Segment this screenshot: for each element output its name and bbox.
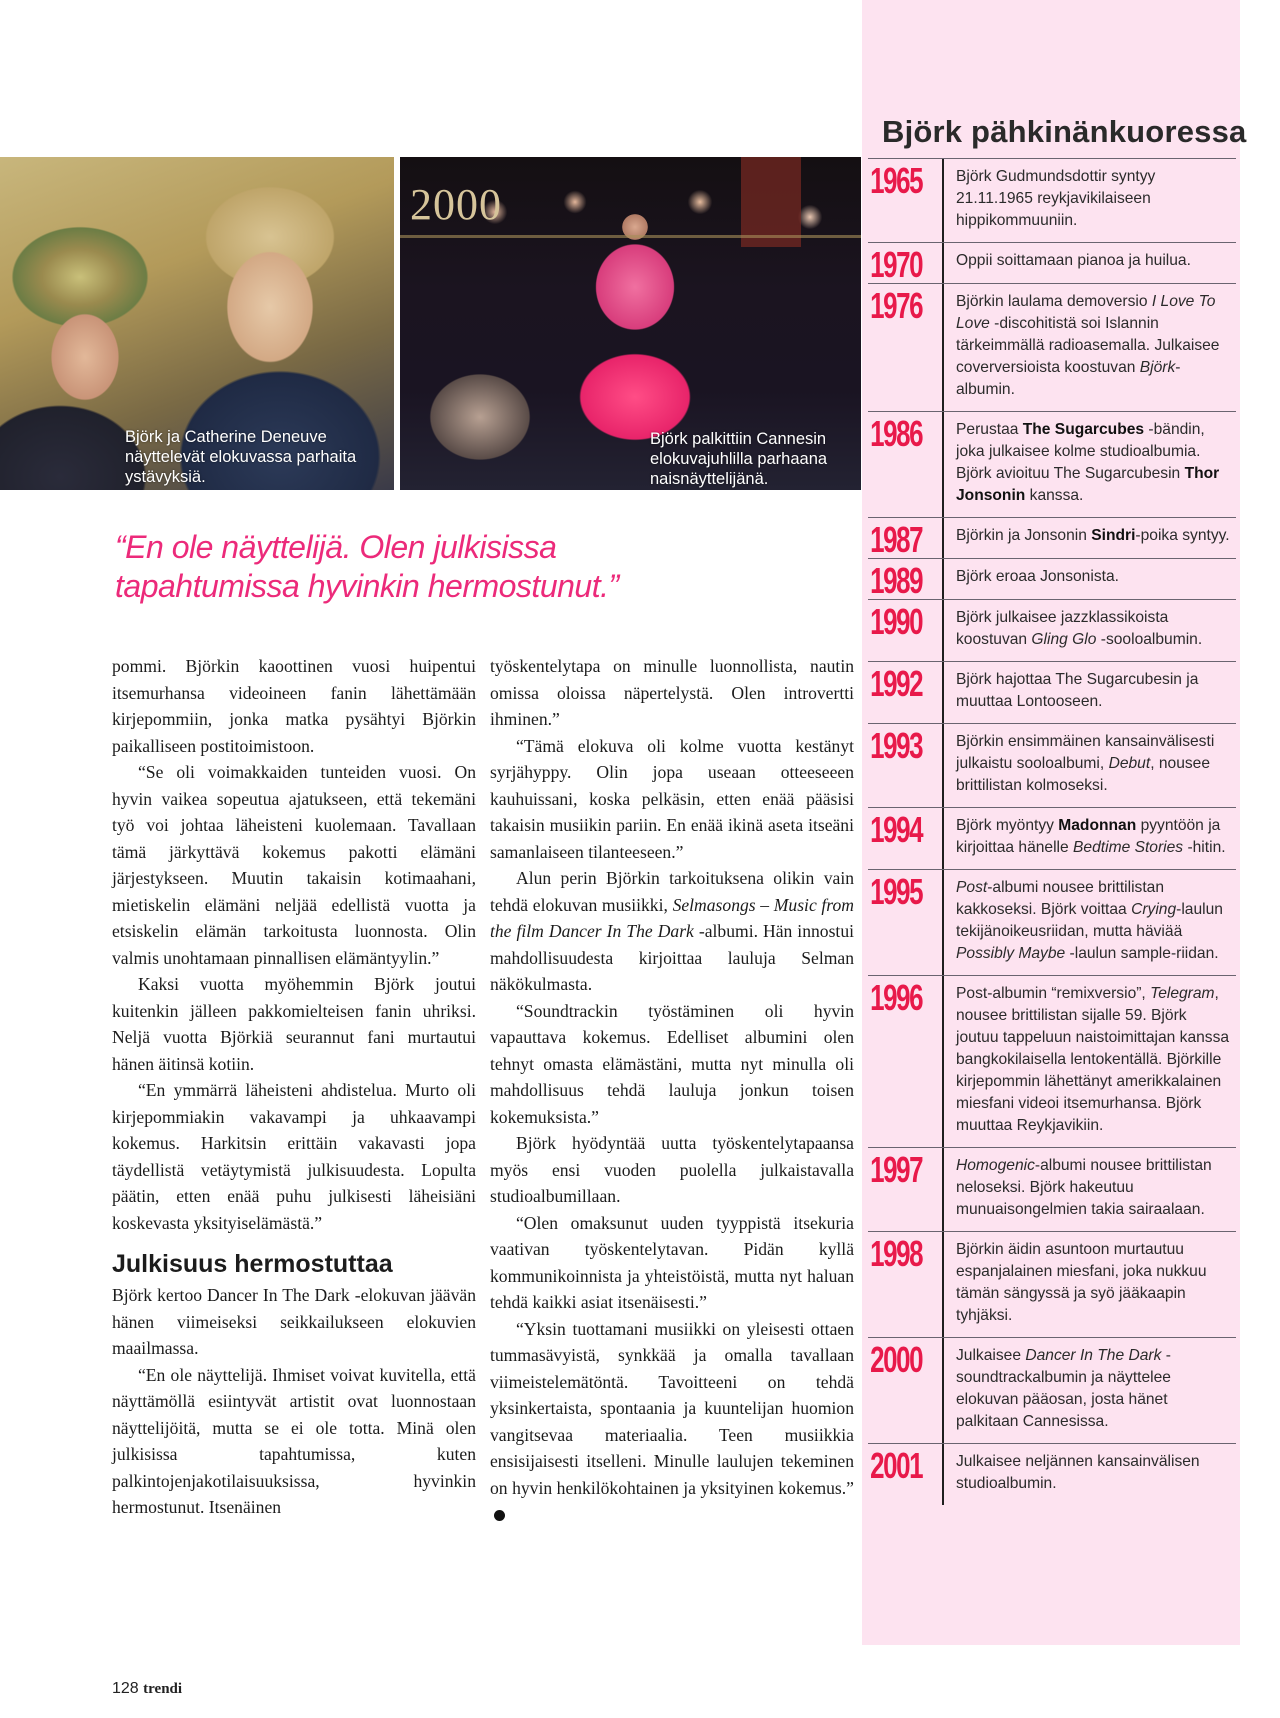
article-subheading: Julkisuus hermostuttaa — [112, 1250, 393, 1278]
timeline-year: 1994 — [870, 809, 923, 850]
timeline-vertical-rule — [942, 243, 944, 283]
article-paragraph: “Tämä elokuva oli kolme vuotta kestänyt syrjähyppy. Olin jopa useaan otteeseeen kauhuissani, koska pelkäsin, etten enää pääsisi takaisin musiikin pariin. En enää ikinä aseta itseäni samanlaiseen tilanteeseen.” — [490, 735, 854, 862]
timeline-event: Post-albumi nousee brittilistan kakkoseksi. Björk voittaa Crying-laulun tekijänoikeusriidan, mutta häviää Possibly Maybe -laulun sample-riidan. — [956, 879, 1223, 962]
article-paragraph: “Soundtrackin työstäminen oli hyvin vapauttava kokemus. Edelliset albumini olen tehnyt omasta elämästäni, mutta nyt minulla oli mahdollisuus tehdä lauluja jonkun toisen kokemuksista.” — [490, 1000, 854, 1127]
timeline-row — [868, 283, 1236, 411]
timeline-year: 1970 — [870, 244, 923, 285]
timeline-year: 1990 — [870, 601, 923, 642]
timeline-vertical-rule — [942, 1232, 944, 1337]
timeline-year: 2001 — [870, 1445, 923, 1486]
photo-caption: Björk palkittiin Cannesin elokuvajuhlilla parhaana naisnäyttelijänä. — [650, 430, 828, 488]
magazine-name: trendi — [143, 1681, 183, 1697]
article-paragraph: “Olen omaksunut uuden tyyppistä itsekuria vaativan työskentelytavan. Pidän kyllä kommunikoinnista ja yhteistöistä, mutta nyt haluan tehdä kaikki asiat itsenäisesti.” — [490, 1212, 854, 1312]
article-paragraph: Kaksi vuotta myöhemmin Björk joutui kuitenkin jälleen pakkomielteisen fanin uhriksi. Neljä vuotta Björkiä seurannut fani murtautui hänen äitinsä kotiin. — [112, 974, 476, 1074]
timeline-event: Perustaa The Sugarcubes -bändin, joka julkaisee kolme studioalbumia. Björk avioituu The Sugarcubesin Thor Jonsonin kanssa. — [956, 421, 1220, 504]
timeline-vertical-rule — [942, 1444, 944, 1505]
timeline-event: Julkaisee neljännen kansainvälisen studioalbumin. — [956, 1453, 1200, 1492]
background-red-panel — [741, 157, 801, 247]
article-paragraph: Björk hyödyntää uutta työskentelytapaansa myös ensi vuoden puolella julkaistavalla studioalbumillaan. — [490, 1133, 854, 1206]
timeline-year: 1986 — [870, 413, 923, 454]
timeline-row — [868, 1337, 1236, 1443]
timeline-vertical-rule — [942, 870, 944, 975]
article-paragraph: Alun perin Björkin tarkoituksena olikin vain tehdä elokuvan musiikki, Selmasongs – Music from the film Dancer In The Dark -albumi. Hän innostui mahdollisuudesta kirjoittaa lauluja Selman näkökulmasta. — [490, 868, 855, 994]
timeline-row — [868, 723, 1236, 807]
article-paragraph: työskentelytapa on minulle luonnollista, nautin omissa oloissa näpertelystä. Olen introvertti ihminen.” — [490, 656, 854, 729]
timeline-event: Julkaisee Dancer In The Dark -soundtrackalbumin ja näyttelee elokuvan pääosan, josta hänet palkitaan Cannesissa. — [956, 1347, 1171, 1430]
timeline-vertical-rule — [942, 159, 944, 242]
end-of-article-bullet-icon — [494, 1510, 505, 1521]
column-1-paragraphs-after — [112, 1282, 476, 1521]
timeline-vertical-rule — [942, 600, 944, 661]
timeline-row — [868, 242, 1236, 283]
timeline-row — [868, 661, 1236, 723]
article-paragraph: Björk kertoo Dancer In The Dark -elokuvan jäävän hänen viimeiseksi seikkailukseen elokuvien maailmassa. — [112, 1285, 476, 1358]
sidebar-title: Björk pähkinänkuoressa — [882, 114, 1247, 149]
photo-bjork-cannes — [400, 157, 861, 490]
timeline-year: 1992 — [870, 663, 923, 704]
article-paragraph: “Se oli voimakkaiden tunteiden vuosi. On hyvin vaikea sopeutua ajatukseen, että tekemäni työ voi johtaa läheisteni kuolemaan. Tavallaan tämä järkyttävä kokemus pakotti elämäni järjestykseen. Muutin takaisin kotimaahani, mietiskelin elämäni neljää edellistä vuotta ja etsiskelin elämän tarkoitusta luonnosta. Olin valmis unohtamaan pinnallisen elämäntyylin.” — [112, 762, 476, 968]
timeline-year: 1997 — [870, 1149, 923, 1190]
timeline-vertical-rule — [942, 976, 944, 1147]
timeline-year: 1993 — [870, 725, 923, 766]
timeline-year: 1989 — [870, 560, 923, 601]
timeline-vertical-rule — [942, 1338, 944, 1443]
timeline-year: 1998 — [870, 1233, 923, 1274]
article-paragraph: “En ymmärrä läheisteni ahdistelua. Murto oli kirjepommiakin vakavampi ja uhkaavampi kokemus. Harkitsin erittäin vakavasti jopa täydellistä vetäytymistä julkisuudesta. Lopulta päätin, etten enää puhu julkisesti läheisiäni koskevasta yksityiselämästä.” — [112, 1080, 476, 1233]
timeline-event: Homogenic-albumi nousee brittilistan neloseksi. Björk hakeutuu munuaisongelmien takia sairaalaan. — [956, 1157, 1212, 1218]
timeline-vertical-rule — [942, 1148, 944, 1231]
timeline-vertical-rule — [942, 559, 944, 599]
timeline-vertical-rule — [942, 662, 944, 723]
timeline-event: Björk julkaisee jazzklassikoista koostuvan Gling Glo -sooloalbumin. — [956, 609, 1203, 648]
timeline-row — [868, 1147, 1236, 1231]
timeline-vertical-rule — [942, 518, 944, 558]
timeline-event: Björkin ensimmäinen kansainvälisesti julkaistu sooloalbumi, Debut, nousee brittilistan kolmoseksi. — [956, 733, 1215, 794]
timeline-year: 1987 — [870, 519, 923, 560]
timeline-event: Björk hajottaa The Sugarcubesin ja muuttaa Lontooseen. — [956, 671, 1199, 710]
timeline-row — [868, 517, 1236, 558]
timeline-event: Björk Gudmundsdottir syntyy 21.11.1965 reykjavikilaiseen hippikommuuniin. — [956, 168, 1156, 229]
timeline-row — [868, 1443, 1236, 1505]
timeline-row — [868, 1231, 1236, 1337]
timeline-row — [868, 158, 1236, 242]
album-title: Selmasongs – Music from the film Dancer In The Dark — [490, 894, 854, 941]
column-1-paragraphs — [112, 653, 476, 1236]
pull-quote: “En ole näyttelijä. Olen julkisissa tapahtumissa hyvinkin hermostunut.” — [115, 529, 619, 604]
timeline-row — [868, 869, 1236, 975]
timeline-year: 1965 — [870, 160, 923, 201]
photo-caption: Björk ja Catherine Deneuve näyttelevät elokuvassa parhaita ystävyksiä. — [125, 428, 357, 486]
timeline-row — [868, 411, 1236, 517]
timeline-event: Björkin laulama demoversio I Love To Love -discohitistä soi Islannin tärkeimmällä radioasemalla. Julkaisee coverversioista koostuvan Björk-albumin. — [956, 293, 1220, 398]
background-gold-bar — [400, 235, 861, 238]
timeline-year: 1976 — [870, 285, 923, 326]
timeline-row — [868, 599, 1236, 661]
article-paragraph: “Yksin tuottamani musiikki on yleisesti ottaen tummasävyistä, synkkää ja omalla tavallaan viimeistelemätöntä. Tavoitteeni on tehdä yksinkertaista, spontaania ja kuuntelijan huomion vangitsevaa materiaalia. Teen musiikkia ensisijaisesti itselleni. Minulle laulujen tekeminen on hyvin henkilökohtainen ja yksityinen kokemus.” — [490, 1316, 854, 1528]
timeline-year: 2000 — [870, 1339, 923, 1380]
photo-bjork-deneuve — [0, 157, 394, 490]
page-number: 128 — [112, 1680, 139, 1697]
timeline-vertical-rule — [942, 284, 944, 411]
timeline-event: Björkin äidin asuntoon murtautuu espanjalainen miesfani, joka nukkuu tämän sängyssä ja syö jääkaapin tyhjäksi. — [956, 1241, 1207, 1324]
timeline-vertical-rule — [942, 724, 944, 807]
timeline-year: 1996 — [870, 977, 923, 1018]
article-paragraph: pommi. Björkin kaoottinen vuosi huipentui itsemurhansa videoineen fanin lähettämään kirjepommiin, jonka matka pysähtyi Björkin paikalliseen postitoimistoon. — [112, 656, 476, 756]
timeline-event: Oppii soittamaan pianoa ja huilua. — [956, 252, 1191, 269]
timeline-year: 1995 — [870, 871, 923, 912]
timeline-event: Björkin ja Jonsonin Sindri-poika syntyy. — [956, 527, 1230, 544]
timeline-event: Björk eroaa Jonsonista. — [956, 568, 1119, 585]
timeline-row — [868, 807, 1236, 869]
photo-year-sign: 2000 — [410, 180, 502, 229]
article-column-1 — [112, 653, 476, 1521]
timeline-event: Björk myöntyy Madonnan pyyntöön ja kirjoittaa hänelle Bedtime Stories -hitin. — [956, 817, 1226, 856]
column-2-paragraphs — [490, 653, 854, 1528]
timeline-vertical-rule — [942, 412, 944, 517]
timeline-row — [868, 975, 1236, 1147]
timeline-row — [868, 558, 1236, 599]
timeline-list — [868, 158, 1236, 1505]
article-paragraph: “En ole näyttelijä. Ihmiset voivat kuvitella, että näyttämöllä esiintyvät artistit ovat luonnostaan näyttelijöitä, mutta se ei ole totta. Minä olen julkisissa tapahtumissa, kuten palkintojenjakotilaisuuksissa, hyvinkin hermostunut. Itsenäinen — [112, 1364, 476, 1517]
page-folio — [112, 1680, 182, 1698]
timeline-event: Post-albumin “remixversio”, Telegram, nousee brittilistan sijalle 59. Björk joutuu tappeluun naistoimittajan kanssa bangkokilaisella lentokentällä. Björkille kirjepommin lähettänyt amerikkalainen miesfani videoi itsemurhansa. Björk muuttaa Reykjavikiin. — [956, 985, 1230, 1134]
article-column-2 — [490, 653, 854, 1528]
timeline-vertical-rule — [942, 808, 944, 869]
